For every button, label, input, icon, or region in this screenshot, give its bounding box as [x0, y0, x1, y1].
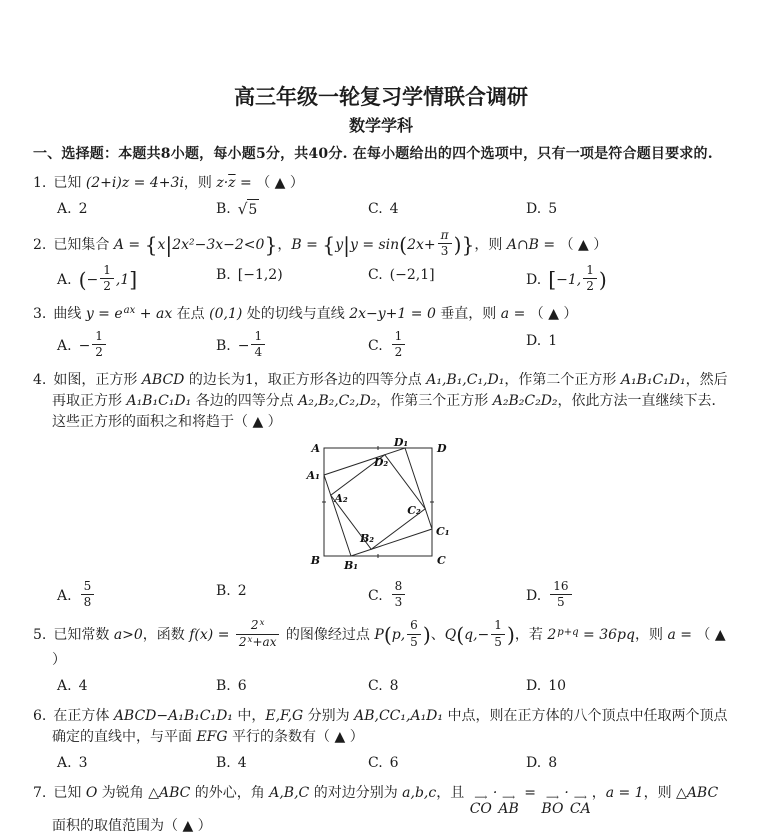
option-label: C.	[368, 266, 383, 283]
figure-label-d1: D₁	[393, 435, 408, 449]
option-label: D.	[526, 678, 542, 695]
option-content: $\frac{5}{8}$	[79, 588, 97, 604]
figure-label-c2: C₂	[406, 503, 421, 517]
option-label: D.	[526, 201, 542, 217]
option-label: D.	[526, 332, 542, 349]
option-content: $\frac{16}{5}$	[548, 588, 573, 604]
option-a	[57, 578, 216, 611]
option-content: 1	[548, 332, 558, 349]
question-1-stem	[33, 173, 729, 194]
option-label: D.	[526, 755, 542, 772]
question-text: 如图，正方形 ABCD 的边长为1，取正方形各边的四等分点 A₁,B₁,C₁,D₁，作第二个正方形 A₁B₁C₁D₁，然后再取正方形 A₁B₁C₁D₁ 各边的四等分点 A₂,B₂,C₂,D₂，作第三个正方形 A₂B₂C₂D₂，依此方法一直继续下去．这些正方形的面积之和将趋于（ ▲ ）	[52, 371, 728, 430]
figure-label-d: D	[436, 441, 447, 455]
option-label: A.	[57, 587, 72, 604]
figure-label-b2: B₂	[359, 531, 374, 545]
figure-label-a2: A₂	[333, 491, 348, 505]
option-content: 6	[237, 678, 247, 695]
question-text: 已知 (2+i)z = 4+3i，则 $z\cdot\overline{z}$ = （ ▲ ）	[53, 175, 304, 191]
question-number: 7.	[33, 785, 47, 802]
figure-label-d2: D₂	[373, 455, 388, 469]
option-content: √ 5	[238, 201, 260, 217]
question-3-stem	[33, 304, 729, 326]
question-6	[33, 706, 729, 774]
option-d	[526, 331, 729, 361]
option-b	[216, 753, 368, 774]
option-b	[216, 199, 368, 221]
option-content: 2	[78, 201, 88, 217]
option-d	[526, 676, 729, 697]
option-label: C.	[368, 587, 383, 604]
question-7-stem	[33, 783, 729, 837]
option-label: D.	[526, 271, 542, 288]
question-5-stem	[33, 617, 729, 671]
question-6-options	[33, 753, 729, 774]
option-label: A.	[57, 271, 72, 288]
figure-label-b: B	[310, 553, 320, 567]
option-content: (− $\frac{1}{2}$ ,1]	[78, 262, 138, 294]
option-label: B.	[216, 755, 231, 772]
option-label: C.	[368, 755, 383, 772]
option-c	[368, 199, 526, 221]
question-5-options	[33, 676, 729, 697]
question-text: 曲线 $y = e^{ax}$ + ax 在点 (0,1) 处的切线与直线 2x−y+1 = 0 垂直，则 a = （ ▲ ）	[53, 305, 578, 322]
figure-label-a1: A₁	[306, 468, 320, 482]
figure-label-c: C	[436, 553, 446, 567]
option-content: 3	[78, 755, 88, 772]
option-b	[216, 265, 368, 295]
question-number: 2.	[33, 236, 47, 253]
question-number: 4.	[33, 371, 47, 388]
question-4-stem	[33, 370, 729, 433]
option-d	[526, 578, 729, 611]
option-label: D.	[526, 587, 542, 604]
figure-label-c1: C₁	[435, 524, 450, 538]
option-label: B.	[216, 582, 231, 599]
option-a	[57, 676, 216, 697]
option-d	[526, 262, 729, 295]
option-label: B.	[216, 201, 231, 217]
option-content: 8	[548, 755, 558, 772]
question-5	[33, 617, 729, 697]
question-1	[33, 173, 729, 221]
option-d	[526, 753, 729, 774]
option-content: 5	[548, 201, 558, 217]
option-label: B.	[216, 266, 231, 283]
question-text: 已知常数 a>0，函数 f(x) = $\frac{2^x}{2^x+ax}$ 的图像经过点 P(p, $\frac{6}{5}$ )、Q(q,− $\frac{1}{5}$ )，若 $2^{p+q} = 36pq$，则 a = （ ▲ ）	[52, 617, 726, 669]
figure-label-b1: B₁	[343, 558, 358, 572]
option-content: 4	[78, 678, 88, 695]
section-header: 一、选择题：本题共8小题，每小题5分，共40分. 在每小题给出的四个选项中，只有一项是符合题目要求的.	[33, 146, 713, 162]
question-number: 5.	[33, 627, 47, 644]
page-subtitle: 数学学科	[348, 116, 413, 135]
option-c	[368, 578, 526, 611]
option-c	[368, 265, 526, 295]
question-4-options	[33, 578, 729, 611]
option-label: A.	[57, 201, 72, 217]
option-content: 4	[389, 201, 399, 217]
option-content: [−1,2)	[237, 266, 283, 283]
option-a	[57, 262, 216, 295]
question-2-stem	[33, 230, 729, 260]
question-number: 1.	[33, 175, 47, 191]
question-text: 已知集合 A = {x|2x²−3x−2<0}，B = {y|y = sin(2x+ $\frac{\pi}{3}$ )}，则 A∩B = （ ▲ ）	[53, 228, 608, 259]
option-content: $\frac{8}{3}$	[390, 588, 408, 604]
option-content: [−1, $\frac{1}{2}$ )	[548, 262, 607, 294]
question-2	[33, 230, 729, 295]
option-label: A.	[57, 678, 72, 695]
option-a	[57, 199, 216, 221]
question-number: 6.	[33, 708, 47, 725]
option-label: B.	[216, 678, 231, 695]
option-b	[216, 676, 368, 697]
option-label: B.	[216, 337, 231, 354]
option-content: 2	[237, 582, 247, 599]
question-text: 已知 O 为锐角 △ABC 的外心，角 A,B,C 的对边分别为 a,b,c，且 ⟶ CO · ⟶ AB = ⟶ BO · ⟶ CA ，a = 1，则 △ABC 面积的取值范围为（ ▲ ）	[52, 785, 719, 835]
option-c	[368, 753, 526, 774]
option-c	[368, 676, 526, 697]
option-d	[526, 199, 729, 221]
question-1-options	[33, 199, 729, 221]
option-label: C.	[368, 201, 383, 217]
option-content: 6	[389, 755, 399, 772]
option-content: 10	[548, 678, 567, 695]
nested-squares-figure	[294, 435, 469, 572]
question-2-options	[33, 262, 729, 295]
option-content: 8	[389, 678, 399, 695]
question-number: 3.	[33, 305, 47, 322]
option-a	[57, 753, 216, 774]
option-a	[57, 328, 216, 361]
option-label: A.	[57, 337, 72, 354]
option-b	[216, 328, 368, 361]
question-3	[33, 304, 729, 361]
option-b	[216, 581, 368, 611]
option-content: $\frac{1}{2}$	[390, 338, 408, 354]
option-label: C.	[368, 337, 383, 354]
figure-label-a: A	[310, 441, 320, 455]
option-label: A.	[57, 755, 72, 772]
option-label: C.	[368, 678, 383, 695]
question-4	[33, 370, 729, 611]
option-content: − $\frac{1}{2}$	[79, 338, 108, 354]
option-content: − $\frac{1}{4}$	[238, 338, 267, 354]
question-text: 在正方体 ABCD−A₁B₁C₁D₁ 中，E,F,G 分别为 AB,CC₁,A₁D₁ 中点，则在正方体的八个顶点中任取两个顶点确定的直线中，与平面 EFG 平行的条数有（ ▲ ）	[52, 708, 728, 746]
question-3-options	[33, 328, 729, 361]
option-content: (−2,1]	[389, 266, 435, 283]
page-title: 高三年级一轮复习学情联合调研	[234, 84, 528, 109]
option-c	[368, 328, 526, 361]
option-content: 4	[237, 755, 247, 772]
q4-figure	[294, 435, 469, 576]
question-7	[33, 783, 729, 837]
question-6-stem	[33, 706, 729, 748]
